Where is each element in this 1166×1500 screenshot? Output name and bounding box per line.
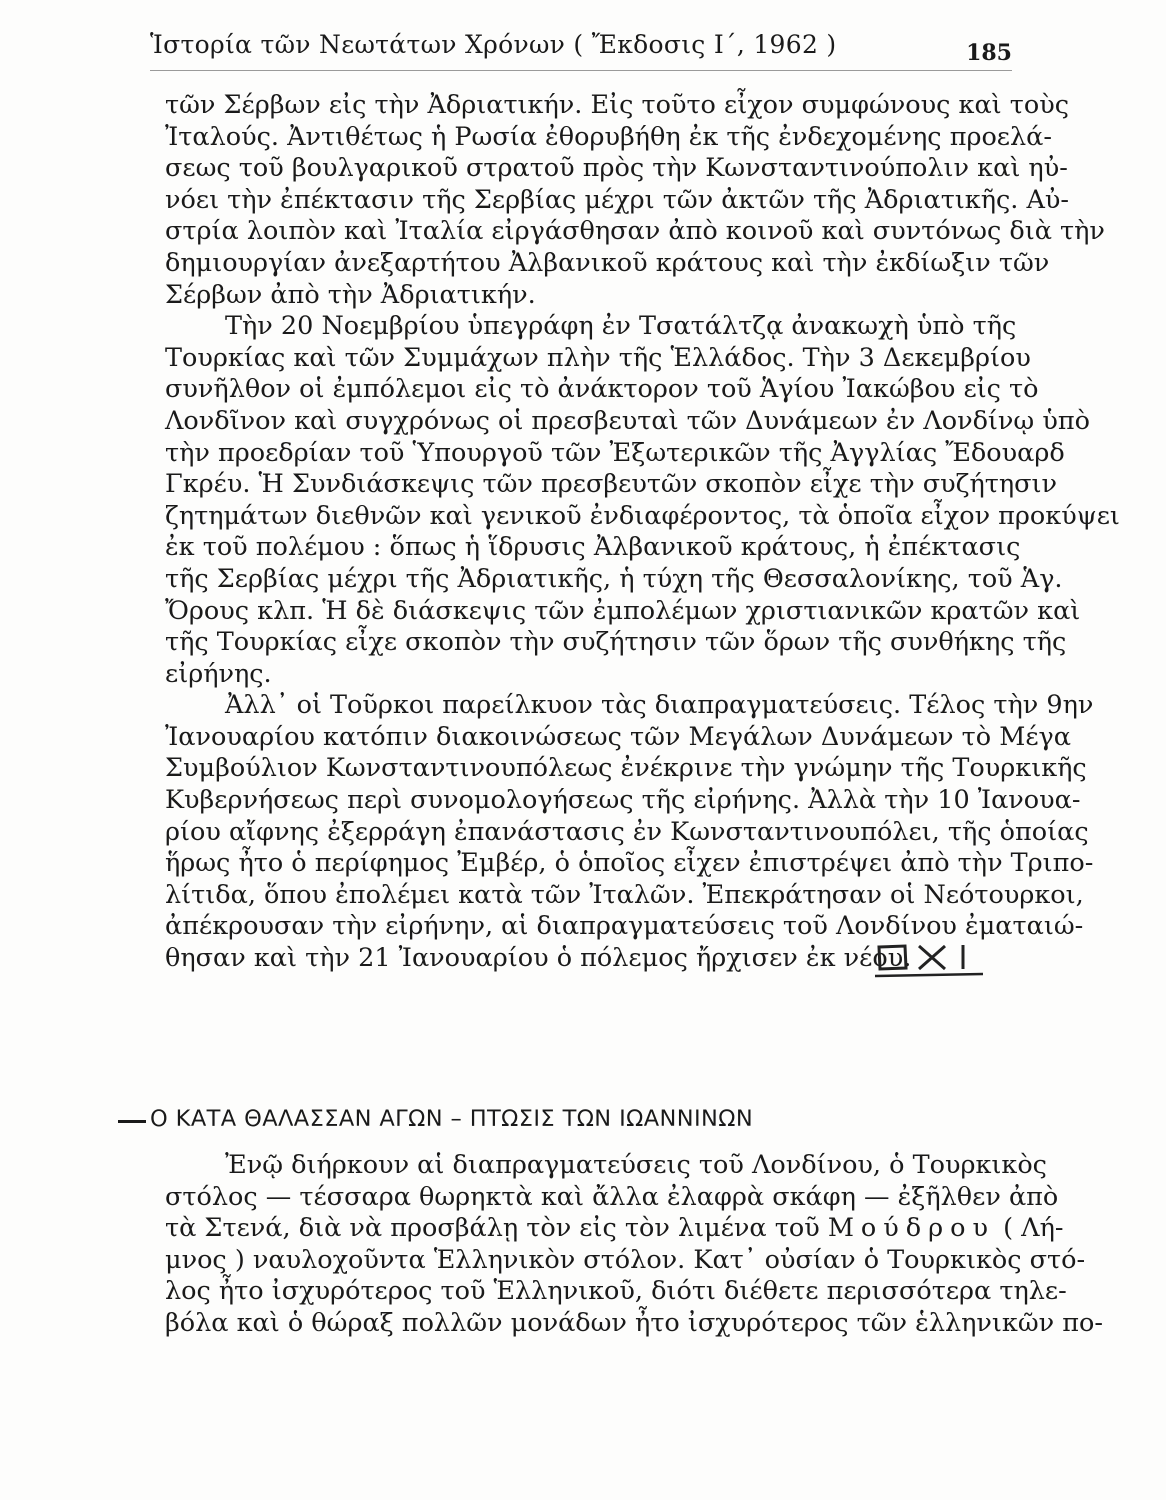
text-line: Κυβερνήσεως περὶ συνομολογήσεως τῆς εἰρήνης. Ἀλλὰ τὴν 10 Ἰανουα-	[165, 785, 1081, 816]
text-line: Συμβούλιον Κωνσταντινουπόλεως ἐνέκρινε τὴν γνώμην τῆς Τουρκικῆς	[165, 753, 1087, 784]
text-line: βόλα καὶ ὁ θώραξ πολλῶν μονάδων ἦτο ἰσχυρότερος τῶν ἑλληνικῶν πο-	[165, 1307, 1103, 1338]
text-line: τὴν προεδρίαν τοῦ Ὑπουργοῦ τῶν Ἐξωτερικῶν τῆς Ἀγγλίας Ἔδουαρδ	[165, 437, 1065, 468]
text-line: τῶν Σέρβων εἰς τὴν Ἀδριατικήν. Εἰς τοῦτο εἶχον συμφώνους καὶ τοὺς	[165, 90, 1070, 120]
text-line: Ἰανουαρίου κατόπιν διακοινώσεως τῶν Μεγάλων Δυνάμεων τὸ Μέγα	[165, 721, 1071, 752]
text-segment: τὰ Στενά, διὰ νὰ προσβάλῃ τὸν εἰς τὸν λιμένα τοῦ	[165, 1213, 820, 1244]
text-line: νόει τὴν ἐπέκτασιν τῆς Σερβίας μέχρι τῶν ἀκτῶν τῆς Ἀδριατικῆς. Αὐ-	[165, 184, 1070, 215]
text-segment: ( Λή-	[1003, 1213, 1064, 1244]
text-line: ἥρως ἦτο ὁ περίφημος Ἐμβέρ, ὁ ὁποῖος εἶχεν ἐπιστρέψει ἀπὸ τὴν Τριπο-	[165, 848, 1094, 879]
section-dash	[118, 1120, 146, 1123]
text-line: Ἰταλούς. Ἀντιθέτως ἡ Ρωσία ἐθορυβήθη ἐκ τῆς ἐνδεχομένης προελά-	[165, 121, 1053, 152]
section-heading: Ο ΚΑΤΑ ΘΑΛΑΣΣΑΝ ΑΓΩΝ – ΠΤΩΣΙΣ ΤΩΝ ΙΩΑΝΝΙΝΩΝ	[150, 1106, 754, 1132]
body-text-bottom	[165, 1150, 1103, 1340]
body-text-top	[165, 90, 1120, 975]
text-line: Ἀλλ᾽ οἱ Τοῦρκοι παρείλκυον τὰς διαπραγματεύσεις. Τέλος τὴν 9ην	[225, 690, 1094, 721]
text-line: ἐκ τοῦ πολέμου : ὅπως ἡ ἵδρυσις Ἀλβανικοῦ κράτους, ἡ ἐπέκτασις	[165, 532, 1021, 563]
text-line-with-note	[165, 943, 1013, 975]
text-line: εἰρήνης.	[165, 658, 272, 689]
text-line: ρίου αἴφνης ἐξερράγη ἐπανάστασις ἐν Κωνσταντινουπόλει, τῆς ὁποίας	[165, 816, 1089, 847]
spaced-place-name: Μούδρου	[827, 1213, 995, 1244]
text-line: δημιουργίαν ἀνεξαρτήτου Ἀλβανικοῦ κράτους καὶ τὴν ἐκδίωξιν τῶν	[165, 247, 1050, 278]
text-line: μνος ) ναυλοχοῦντα Ἑλληνικὸν στόλον. Κατ᾽ οὐσίαν ὁ Τουρκικὸς στό-	[165, 1244, 1086, 1275]
text-line: Τουρκίας καὶ τῶν Συμμάχων πλὴν τῆς Ἑλλάδος. Τὴν 3 Δεκεμβρίου	[165, 342, 1031, 373]
text-line: θησαν καὶ τὴν 21 Ἰανουαρίου ὁ πόλεμος ἤρχισεν ἐκ νέου.	[165, 943, 912, 974]
text-line: Τὴν 20 Νοεμβρίου ὑπεγράφη ἐν Τσατάλτζᾳ ἀνακωχὴ ὑπὸ τῆς	[225, 311, 1017, 342]
text-line: Ἐνῷ διήρκουν αἱ διαπραγματεύσεις τοῦ Λονδίνου, ὁ Τουρκικὸς	[225, 1150, 1047, 1180]
text-line: Ὄρους κλπ. Ἡ δὲ διάσκεψις τῶν ἐμπολέμων χριστιανικῶν κρατῶν καὶ	[165, 595, 1081, 626]
handwritten-oxi-icon	[873, 941, 1003, 979]
running-title: Ἱστορία τῶν Νεωτάτων Χρόνων ( Ἔκδοσις Ι΄, 1962 )	[150, 30, 837, 59]
text-line: ζητημάτων διεθνῶν καὶ γενικοῦ ἐνδιαφέροντος, τὰ ὁποῖα εἶχον προκύψει	[165, 500, 1120, 531]
page-header	[150, 20, 1020, 66]
text-line: λίτιδα, ὅπου ἐπολέμει κατὰ τῶν Ἰταλῶν. Ἐπεκράτησαν οἱ Νεότουρκοι,	[165, 879, 1084, 910]
section-heading-block	[118, 1104, 1018, 1138]
handwritten-note	[873, 941, 1003, 975]
text-line: Γκρέυ. Ἡ Συνδιάσκεψις τῶν πρεσβευτῶν σκοπὸν εἶχε τὴν συζήτησιν	[165, 469, 1058, 500]
text-line: τῆς Σερβίας μέχρι τῆς Ἀδριατικῆς, ἡ τύχη τῆς Θεσσαλονίκης, τοῦ Ἁγ.	[165, 563, 1063, 594]
text-line: τῆς Τουρκίας εἶχε σκοπὸν τὴν συζήτησιν τῶν ὅρων τῆς συνθήκης τῆς	[165, 627, 1067, 658]
text-line: συνῆλθον οἱ ἐμπόλεμοι εἰς τὸ ἀνάκτορον τοῦ Ἁγίου Ἰακώβου εἰς τὸ	[165, 374, 1039, 405]
page-number: 185	[966, 40, 1012, 66]
text-line: σεως τοῦ βουλγαρικοῦ στρατοῦ πρὸς τὴν Κωνσταντινούπολιν καὶ ηὐ-	[165, 153, 1068, 184]
text-line: στόλος — τέσσαρα θωρηκτὰ καὶ ἄλλα ἐλαφρὰ σκάφη — ἐξῆλθεν ἀπὸ	[165, 1181, 1059, 1212]
text-line	[165, 1213, 1064, 1245]
header-rule	[150, 70, 1012, 71]
text-line: στρία λοιπὸν καὶ Ἰταλία εἰργάσθησαν ἀπὸ κοινοῦ καὶ συντόνως διὰ τὴν	[165, 216, 1105, 247]
text-line: ἀπέκρουσαν τὴν εἰρήνην, αἱ διαπραγματεύσεις τοῦ Λονδίνου ἐματαιώ-	[165, 911, 1084, 942]
text-line: λος ἦτο ἰσχυρότερος τοῦ Ἑλληνικοῦ, διότι διέθετε περισσότερα τηλε-	[165, 1276, 1067, 1307]
text-line: Λονδῖνον καὶ συγχρόνως οἱ πρεσβευταὶ τῶν Δυνάμεων ἐν Λονδίνῳ ὑπὸ	[165, 405, 1090, 436]
text-line: Σέρβων ἀπὸ τὴν Ἀδριατικήν.	[165, 279, 536, 310]
